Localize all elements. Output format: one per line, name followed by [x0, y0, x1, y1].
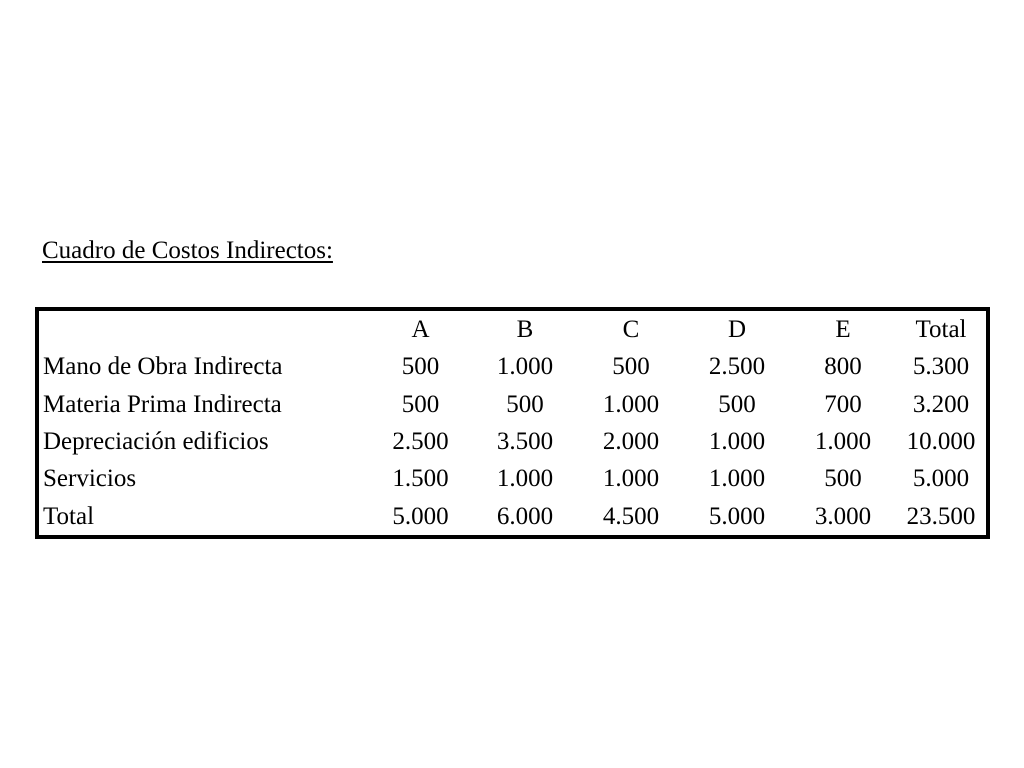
- table-cell: 3.500: [496, 427, 554, 455]
- table-cell: 700: [824, 390, 862, 418]
- table-cell: 3.200: [912, 390, 970, 418]
- table-row: [39, 423, 986, 460]
- table-cell: 5.000: [392, 502, 449, 530]
- table-row: [39, 385, 986, 422]
- table-cell: 4.500: [602, 502, 660, 530]
- table-cell: 2.500: [392, 427, 449, 455]
- column-header-total: Total: [915, 316, 967, 343]
- table-cell: 3.000: [814, 502, 872, 530]
- table-cell: 1.000: [708, 465, 766, 493]
- table-cell: 500: [612, 353, 650, 381]
- table-cell: 2.500: [708, 353, 766, 381]
- table-cell: 6.000: [496, 502, 554, 530]
- row-label: Depreciación edificios: [43, 427, 269, 455]
- table-cell: 5.000: [708, 502, 766, 530]
- table-cell: 500: [506, 390, 544, 418]
- column-header-d: D: [727, 316, 747, 343]
- table-cell: 800: [824, 353, 862, 381]
- table-cell: 1.000: [602, 465, 660, 493]
- table-cell: 500: [401, 353, 440, 381]
- row-label: Servicios: [43, 465, 137, 493]
- row-label: Materia Prima Indirecta: [43, 390, 282, 418]
- table-cell: 1.500: [392, 465, 449, 493]
- row-label: Total: [43, 502, 95, 530]
- row-label: Mano de Obra Indirecta: [43, 353, 283, 381]
- page-title: Cuadro de Costos Indirectos:: [42, 237, 333, 264]
- column-header-a: A: [411, 316, 430, 343]
- table-row: [39, 460, 986, 497]
- table-cell: 1.000: [602, 390, 660, 418]
- table-cell: 1.000: [496, 465, 554, 493]
- table-cell: 1.000: [496, 353, 554, 381]
- indirect-costs-table: [35, 307, 990, 539]
- table-cell: 1.000: [814, 427, 872, 455]
- table-header-row: [39, 311, 986, 348]
- table-cell: 5.000: [912, 465, 970, 493]
- table-cell: 10.000: [906, 427, 976, 455]
- table-cell: 1.000: [708, 427, 766, 455]
- column-header-b: B: [516, 316, 534, 343]
- table-total-row: [39, 498, 986, 535]
- table-cell: 500: [401, 390, 440, 418]
- table-cell: 23.500: [906, 502, 976, 530]
- table-cell: 500: [718, 390, 756, 418]
- column-header-e: E: [835, 316, 851, 343]
- column-header-c: C: [622, 316, 640, 343]
- table-cell: 2.000: [602, 427, 660, 455]
- table-cell: 5.300: [912, 353, 970, 381]
- table-row: [39, 348, 986, 385]
- table-corner-cell: [39, 311, 369, 348]
- table-cell: 500: [824, 465, 862, 493]
